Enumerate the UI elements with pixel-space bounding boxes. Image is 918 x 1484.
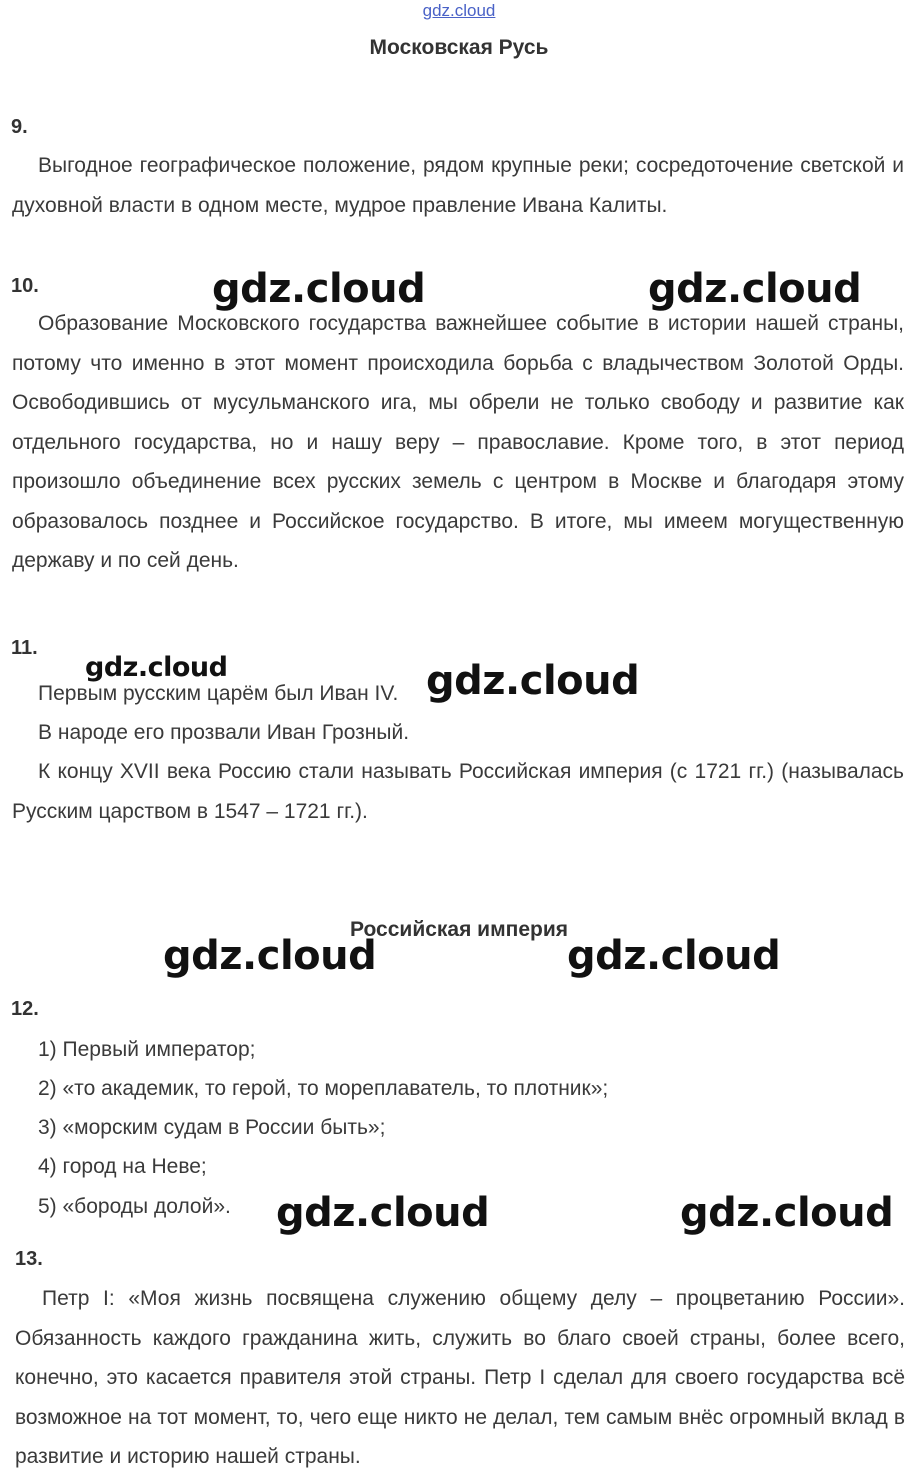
site-link[interactable]: gdz.cloud bbox=[422, 1, 496, 20]
question-number-12: 12. bbox=[11, 998, 39, 1020]
answer-11-line-1: Первым русским царём был Иван IV. bbox=[38, 682, 399, 705]
question-number-10: 10. bbox=[11, 275, 39, 297]
watermark: gdz.cloud bbox=[567, 933, 781, 979]
watermark: gdz.cloud bbox=[212, 266, 426, 312]
question-number-11: 11. bbox=[11, 637, 38, 659]
question-number-9: 9. bbox=[11, 116, 28, 138]
answer-12-item-1: 1) Первый император; bbox=[38, 1038, 256, 1061]
answer-9-text: Выгодное географическое положение, рядом крупные реки; сосредоточение светской и духовной власти в одном месте, мудрое правление Ивана Калиты. bbox=[12, 154, 904, 217]
answer-11-text: К концу XVII века Россию стали называть Российская империя (с 1721 гг.) (называлась Русским царством в 1547 – 1721 гг.). bbox=[12, 760, 904, 823]
watermark: gdz.cloud bbox=[276, 1190, 490, 1236]
answer-13-text: Петр I: «Моя жизнь посвящена служению общему делу – процветанию России». Обязанность каждого гражданина жить, служить во благо своей страны, более всего, конечно, это касается правителя этой страны. Петр I сделал для своего государства всё возможное на тот момент, то, чего еще никто не делал, тем самым внёс огромный вклад в развитие и историю нашей страны. bbox=[15, 1287, 905, 1468]
answer-10-text: Образование Московского государства важнейшее событие в истории нашей страны, потому что именно в этот момент происходила борьба с владычеством Золотой Орды. Освободившись от мусульманского ига, мы обрели не только свободу и развитие как отдельного государства, но и нашу веру – православие. Кроме того, в этот период произошло объединение всех русских земель с центром в Москве и благодаря этому образовалось позднее и Российское государство. В итоге, мы имеем могущественную державу и по сей день. bbox=[12, 312, 904, 572]
answer-12-item-3: 3) «морским судам в России быть»; bbox=[38, 1116, 386, 1139]
question-number-13: 13. bbox=[15, 1248, 43, 1270]
section-title-moscow-rus: Московская Русь bbox=[369, 36, 549, 59]
answer-11-line-2: В народе его прозвали Иван Грозный. bbox=[38, 721, 410, 744]
section-title-russian-empire: Российская империя bbox=[350, 918, 568, 941]
answer-12-item-5: 5) «бороды долой». bbox=[38, 1195, 231, 1218]
answer-12-item-2: 2) «то академик, то герой, то мореплаватель, то плотник»; bbox=[38, 1077, 609, 1100]
watermark: gdz.cloud bbox=[648, 266, 862, 312]
answer-12-item-4: 4) город на Неве; bbox=[38, 1155, 207, 1178]
watermark: gdz.cloud bbox=[163, 933, 377, 979]
watermark: gdz.cloud bbox=[680, 1190, 894, 1236]
watermark: gdz.cloud bbox=[85, 652, 228, 683]
watermark: gdz.cloud bbox=[426, 658, 640, 704]
